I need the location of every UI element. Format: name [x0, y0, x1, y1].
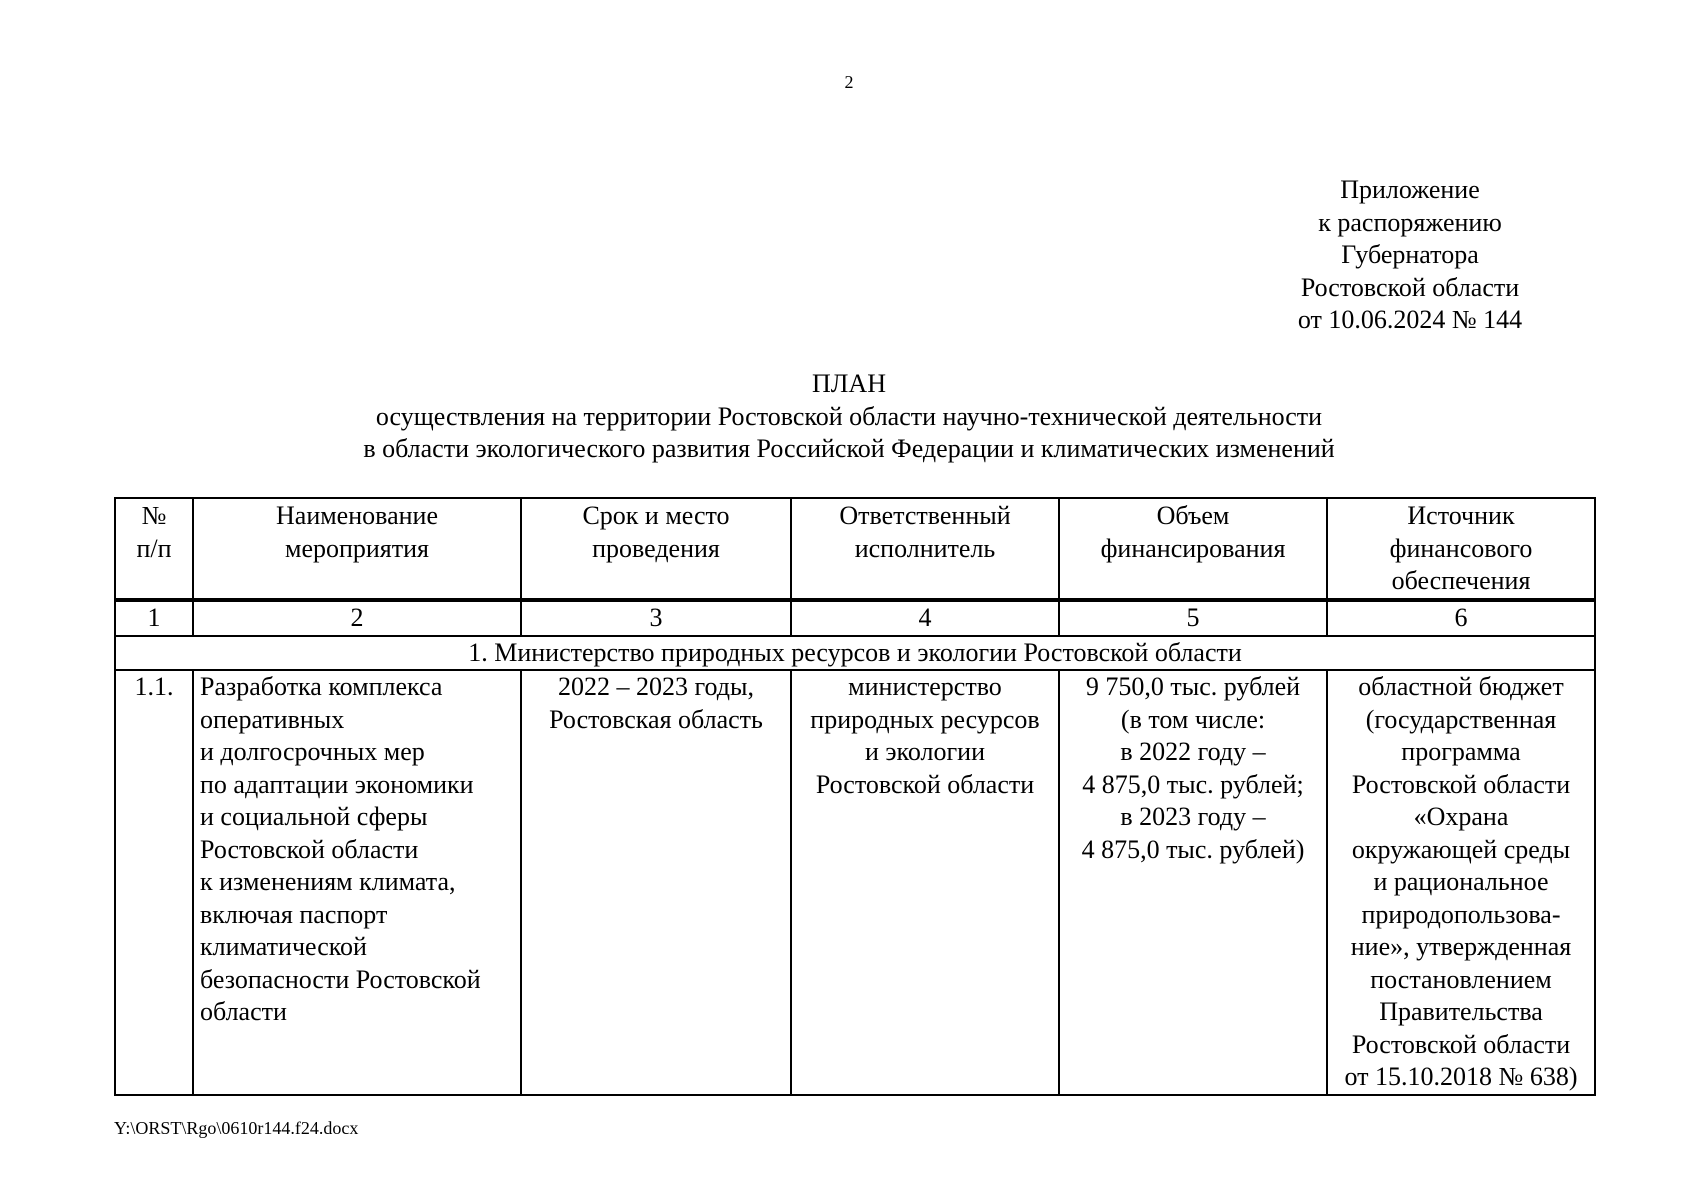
- header-text: обеспечения: [1391, 566, 1531, 595]
- header-text: исполнитель: [854, 533, 996, 563]
- cell-text: 9 750,0 тыс. рублей: [1085, 672, 1301, 701]
- appendix-line: Ростовской области: [1300, 272, 1520, 302]
- cell-text: 4 875,0 тыс. рублей;: [1082, 769, 1304, 799]
- cell-text: 1.1.: [134, 672, 174, 701]
- row-executor: [791, 670, 1059, 1095]
- cell-text: и экологии: [864, 737, 985, 766]
- header-cell-number: [115, 498, 193, 600]
- section-row: [115, 636, 1595, 671]
- cell-text: министерство: [848, 672, 1002, 701]
- cell-text: Правительства: [1379, 997, 1543, 1026]
- title-line: в области экологического развития Российской Федерации и климатических изменений: [363, 434, 1335, 463]
- cell-text: от 15.10.2018 № 638): [1344, 1062, 1578, 1091]
- header-text: Срок и место: [582, 501, 730, 530]
- cell-text: в 2022 году –: [1120, 737, 1266, 766]
- cell-text: (государственная: [1365, 704, 1557, 734]
- header-text: п/п: [136, 533, 172, 563]
- cell-text: Ростовской области: [1351, 769, 1571, 799]
- column-number-row: [115, 600, 1595, 636]
- cell-text: оперативных: [200, 704, 345, 734]
- cell-text: области: [200, 997, 287, 1026]
- column-number: 1: [115, 600, 193, 636]
- cell-text: программа: [1401, 737, 1521, 766]
- page-number: 2: [844, 72, 854, 92]
- cell-text: по адаптации экономики: [200, 769, 474, 799]
- column-number: 3: [521, 600, 791, 636]
- header-text: проведения: [592, 533, 720, 563]
- appendix-line: Губернатора: [1341, 240, 1479, 269]
- cell-text: безопасности Ростовской: [200, 964, 481, 994]
- cell-text: окружающей среды: [1351, 834, 1571, 864]
- cell-text: и долгосрочных мер: [200, 737, 425, 766]
- row-source: [1327, 670, 1595, 1095]
- cell-text: Ростовской области: [1351, 1029, 1571, 1059]
- cell-text: в 2023 году –: [1120, 802, 1266, 831]
- table-row: [115, 670, 1595, 1095]
- column-number: 2: [193, 600, 521, 636]
- header-cell-executor: [791, 498, 1059, 600]
- header-text: Ответственный: [839, 501, 1011, 530]
- file-path-footer: Y:\ORST\Rgo\0610r144.f24.docx: [114, 1118, 359, 1138]
- title-line: осуществления на территории Ростовской области научно-технической деятельности: [375, 401, 1323, 431]
- section-title: 1. Министерство природных ресурсов и экологии Ростовской области: [115, 636, 1595, 671]
- cell-text: Разработка комплекса: [200, 672, 443, 701]
- column-number: 6: [1327, 600, 1595, 636]
- header-text: Источник: [1407, 501, 1515, 530]
- appendix-line: от 10.06.2024 № 144: [1297, 305, 1523, 334]
- document-title: [0, 368, 1698, 466]
- cell-text: и рациональное: [1373, 867, 1549, 896]
- row-name: [193, 670, 521, 1095]
- cell-text: включая паспорт: [200, 899, 388, 929]
- column-number: 4: [791, 600, 1059, 636]
- appendix-block: [1260, 174, 1560, 337]
- row-number: [115, 670, 193, 1095]
- plan-table: [114, 497, 1596, 1096]
- cell-text: природопользова-: [1361, 899, 1561, 929]
- title-heading: ПЛАН: [812, 369, 886, 398]
- cell-text: ние», утвержденная: [1350, 932, 1572, 961]
- cell-text: постановлением: [1370, 964, 1552, 994]
- appendix-line: к распоряжению: [1318, 207, 1502, 237]
- cell-text: (в том числе:: [1120, 704, 1266, 734]
- cell-text: к изменениям климата,: [200, 867, 456, 896]
- table-header-row: [115, 498, 1595, 600]
- cell-text: климатической: [200, 932, 367, 961]
- row-funding: [1059, 670, 1327, 1095]
- cell-text: и социальной сферы: [200, 802, 428, 831]
- header-text: финансирования: [1100, 533, 1286, 563]
- cell-text: Ростовской области: [200, 834, 419, 864]
- cell-text: 4 875,0 тыс. рублей): [1081, 834, 1305, 864]
- cell-text: Ростовская область: [549, 704, 763, 734]
- column-number: 5: [1059, 600, 1327, 636]
- header-text: Наименование: [276, 501, 438, 530]
- header-text: мероприятия: [284, 533, 429, 563]
- header-text: финансового: [1389, 533, 1533, 563]
- header-cell-name: [193, 498, 521, 600]
- appendix-line: Приложение: [1340, 175, 1480, 204]
- row-term: [521, 670, 791, 1095]
- header-text: №: [141, 501, 167, 530]
- cell-text: 2022 – 2023 годы,: [558, 672, 754, 701]
- header-cell-source: [1327, 498, 1595, 600]
- header-text: Объем: [1156, 501, 1230, 530]
- cell-text: Ростовской области: [815, 769, 1035, 799]
- cell-text: природных ресурсов: [810, 704, 1040, 734]
- header-cell-term: [521, 498, 791, 600]
- header-cell-funding: [1059, 498, 1327, 600]
- cell-text: областной бюджет: [1358, 672, 1564, 701]
- cell-text: «Охрана: [1413, 802, 1509, 831]
